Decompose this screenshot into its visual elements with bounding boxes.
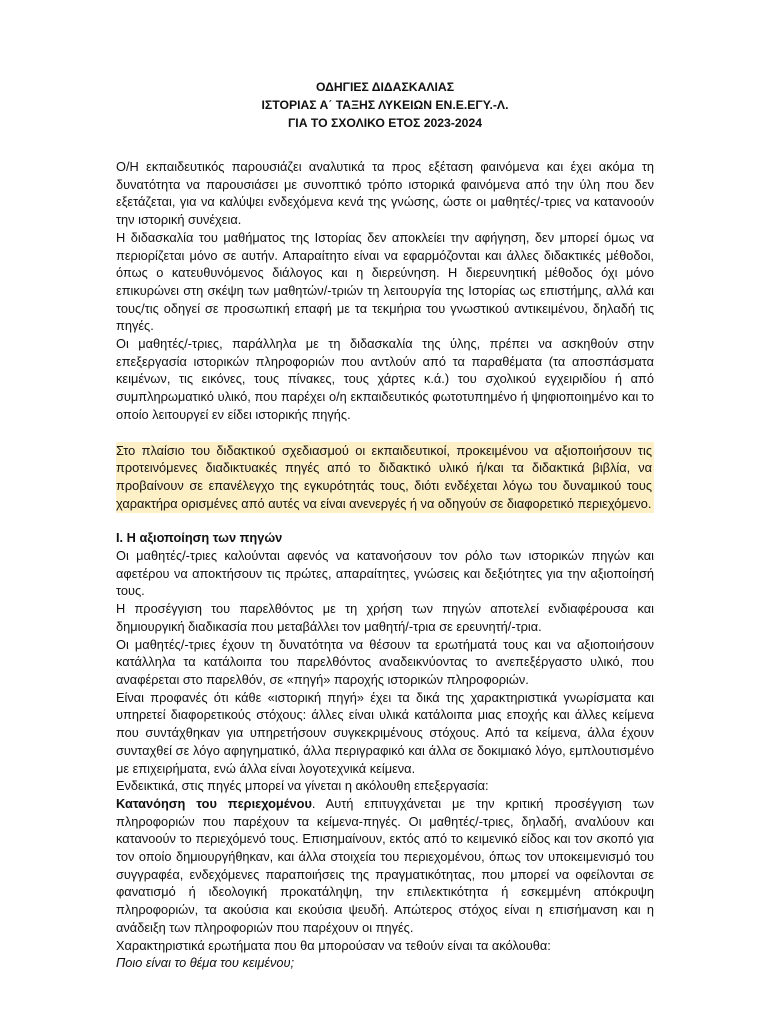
comprehension-text: . Αυτή επιτυγχάνεται με την κριτική προσέγγιση των πληροφοριών που παρέχουν τα κείμενα-πηγές. Οι μαθητές/-τριες, δηλαδή, αναλύουν και κατανοούν το περιεχόμενό τους. Επισημαίνουν, εκτός από το κειμενικό είδος και τον σκοπό για τον οποίο δημιουργήθηκαν, και άλλα στοιχεία του περιεχομένου, όπως τον υποκειμενισμό του συγγραφέα, ενδεχόμενες παραποιήσεις της πραγματικότητας, που μπορεί να οφείλονται σε φανατισμό ή ιδεολογική προκατάληψη, την επιλεκτικότητα ή εσκεμμένη απόκρυψη πληροφοριών, τα ακούσια και εκούσια ψευδή. Απώτερος στόχος είναι η επισήμανση και η ανάδειξη των πληροφοριών που παρέχουν οι πηγές. bbox=[116, 795, 654, 935]
section-paragraph-3: Οι μαθητές/-τριες έχουν τη δυνατότητα να θέσουν τα ερωτήματά τους και να αξιοποιήσουν κατάλληλα τα κατάλοιπα του παρελθόντος αναδεικνύοντας το ανεπεξέργαστο υλικό, που αναφέρεται στο παρελθόν, σε «πηγή» παροχής ιστορικών πληροφοριών. bbox=[116, 636, 654, 687]
comprehension-lead: Κατανόηση του περιεχομένου bbox=[116, 795, 312, 811]
section-paragraph-5: Ενδεικτικά, στις πηγές μπορεί να γίνεται η ακόλουθη επεξεργασία: bbox=[116, 778, 489, 794]
section-paragraph-2: Η προσέγγιση του παρελθόντος με τη χρήση των πηγών αποτελεί ενδιαφέρουσα και δημιουργική διαδικασία που μεταβάλλει τον μαθητή/-τρια σε ερευνητή/-τρια. bbox=[116, 601, 654, 634]
title-line-2: ΙΣΤΟΡΙΑΣ Α΄ ΤΑΞΗΣ ΛΥΚΕΙΩΝ ΕΝ.Ε.ΕΓΥ.-Λ. bbox=[261, 98, 509, 112]
questions-intro: Χαρακτηριστικά ερωτήματα που θα μπορούσαν να τεθούν είναι τα ακόλουθα: bbox=[116, 937, 551, 953]
intro-paragraph-1: Ο/Η εκπαιδευτικός παρουσιάζει αναλυτικά τα προς εξέταση φαινόμενα και έχει ακόμα τη δυνατότητα να παρουσιάσει με συνοπτικό τρόπο ιστορικά φαινόμενα από την ύλη που δεν εξετάζεται, για να καλύψει ενδεχόμενα κενά της γνώσης, ώστε οι μαθητές/-τριες να κατανοούν την ιστορική συνέχεια. bbox=[116, 159, 654, 228]
highlighted-note bbox=[116, 442, 654, 514]
section-heading: Ι. Η αξιοποίηση των πηγών bbox=[116, 530, 283, 546]
highlight-paragraph: Στο πλαίσιο του διδακτικού σχεδιασμού οι εκπαιδευτικοί, προκειμένου να αξιοποιήσουν τις προτεινόμενες διαδικτυακές πηγές από το διδακτικό υλικό ή/και τα διδακτικά βιβλία, να προβαίνουν σε επανέλεγχο της εγκυρότητάς τους, διότι ενδέχεται λόγω του δυναμικού τους χαρακτήρα ορισμένες από αυτές να είναι ανενεργές ή να οδηγούν σε διαφορετικό περιεχόμενο. bbox=[116, 442, 652, 511]
title-line-3: ΓΙΑ ΤΟ ΣΧΟΛΙΚΟ ΕΤΟΣ 2023-2024 bbox=[287, 116, 483, 130]
intro-paragraph-3: Οι μαθητές/-τριες, παράλληλα με τη διδασκαλία της ύλης, πρέπει να ασκηθούν στην επεξεργασία ιστορικών πληροφοριών που αντλούν από τα παραθέματα (τα αποσπάσματα κειμένων, τις εικόνες, τους πίνακες, τους χάρτες κ.ά.) του σχολικού εγχειριδίου ή από συμπληρωματικό υλικό, που παρέχει ο/η εκπαιδευτικός φωτοτυπημένο ή ψηφιοποιημένο και το οποίο λειτουργεί εν είδει ιστορικής πηγής. bbox=[116, 336, 654, 422]
comprehension-paragraph bbox=[116, 795, 654, 937]
document-title bbox=[116, 78, 654, 132]
section-paragraph-1: Οι μαθητές/-τριες καλούνται αφενός να κατανοήσουν τον ρόλο των ιστορικών πηγών και αφετέρου να αποκτήσουν τις πρώτες, απαραίτητες, γνώσεις και δεξιότητες για την αξιοποίησή τους. bbox=[116, 548, 654, 599]
question-1: Ποιο είναι το θέμα του κειμένου; bbox=[116, 955, 295, 971]
intro-paragraph-2: Η διδασκαλία του μαθήματος της Ιστορίας δεν αποκλείει την αφήγηση, δεν μπορεί όμως να περιορίζεται μόνο σε αυτήν. Απαραίτητο είναι να εφαρμόζονται και άλλες διδακτικές μέθοδοι, όπως ο κατευθυνόμενος διάλογος και η διερεύνηση. Η διερευνητική μέθοδος όχι μόνο επικυρώνει στη σκέψη των μαθητών/-τριών τη λειτουργία της Ιστορίας ως επιστήμης, αλλά και τους/τις οδηγεί σε προσωπική επαφή με τα τεκμήρια του γνωστικού αντικειμένου, δηλαδή τις πηγές. bbox=[116, 229, 654, 334]
title-line-1: ΟΔΗΓΙΕΣ ΔΙΔΑΣΚΑΛΙΑΣ bbox=[315, 80, 455, 94]
section-paragraph-4: Είναι προφανές ότι κάθε «ιστορική πηγή» έχει τα δικά της χαρακτηριστικά γνωρίσματα και υπηρετεί διαφορετικούς στόχους: άλλες είναι υλικά κατάλοιπα μιας εποχής και άλλες κείμενα που συντάχθηκαν για υπηρετήσουν συγκεκριμένους στόχους. Από τα κείμενα, άλλα έχουν συνταχθεί σε λόγο αφηγηματικό, άλλα περιγραφικό και άλλα σε δοκιμιακό λόγο, εμπλουτισμένο με επιχειρήματα, ενώ άλλα είναι λογοτεχνικά κείμενα. bbox=[116, 689, 654, 776]
